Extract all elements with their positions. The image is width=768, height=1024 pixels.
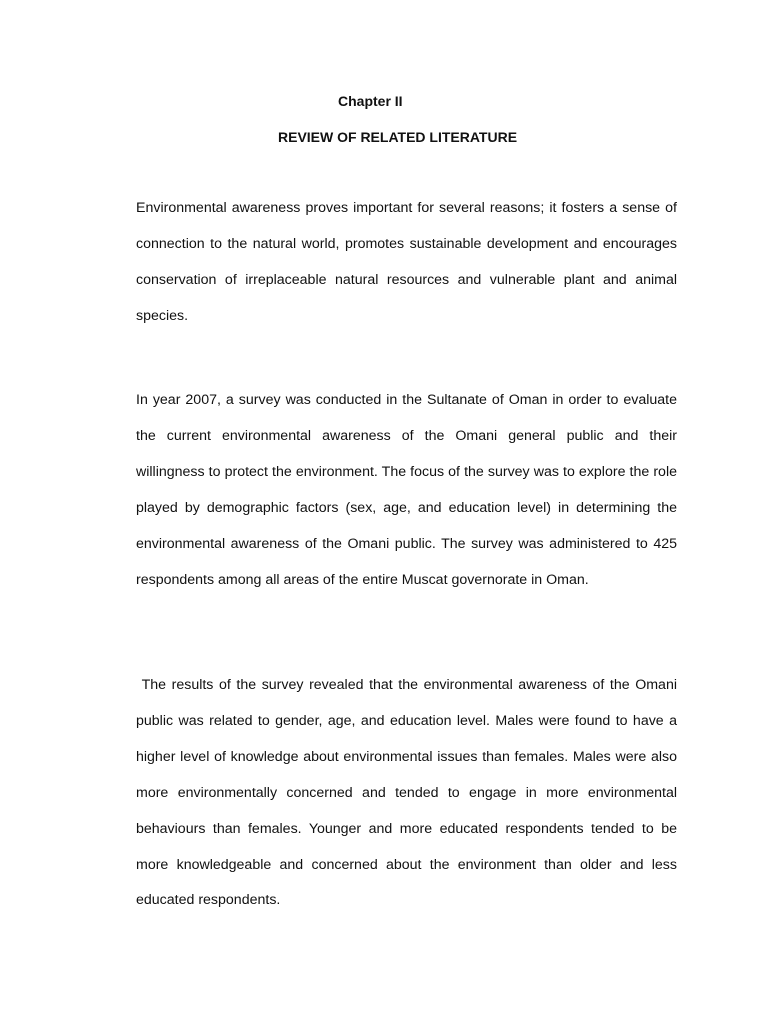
chapter-label: Chapter II (338, 93, 403, 109)
section-title: REVIEW OF RELATED LITERATURE (278, 129, 518, 145)
paragraph-oman-survey: In year 2007, a survey was conducted in the Sultanate of Oman in order to evaluate the current environmental awareness of the Omani general public and their willingness to protect the environment. The focus of the survey was to explore the role played by demographic factors (sex, age, and education level) in determining the environmental awareness of the Omani public. The survey was administered to 425 respondents among all areas of the entire Muscat governorate in Oman. (136, 392, 677, 588)
paragraph-environmental-awareness: Environmental awareness proves important for several reasons; it fosters a sense of connection to the natural world, promotes sustainable development and encourages conservation of irreplaceable natural resources and vulnerable plant and animal species. (136, 200, 677, 324)
paragraph-survey-results: The results of the survey revealed that the environmental awareness of the Omani public was related to gender, age, and education level. Males were found to have a higher level of knowledge about environmental issues than females. Males were also more environmentally concerned and tended to engage in more environmental behaviours than females. Younger and more educated respondents tended to be more knowledgeable and concerned about the environment than older and less educated respondents. (136, 677, 681, 909)
